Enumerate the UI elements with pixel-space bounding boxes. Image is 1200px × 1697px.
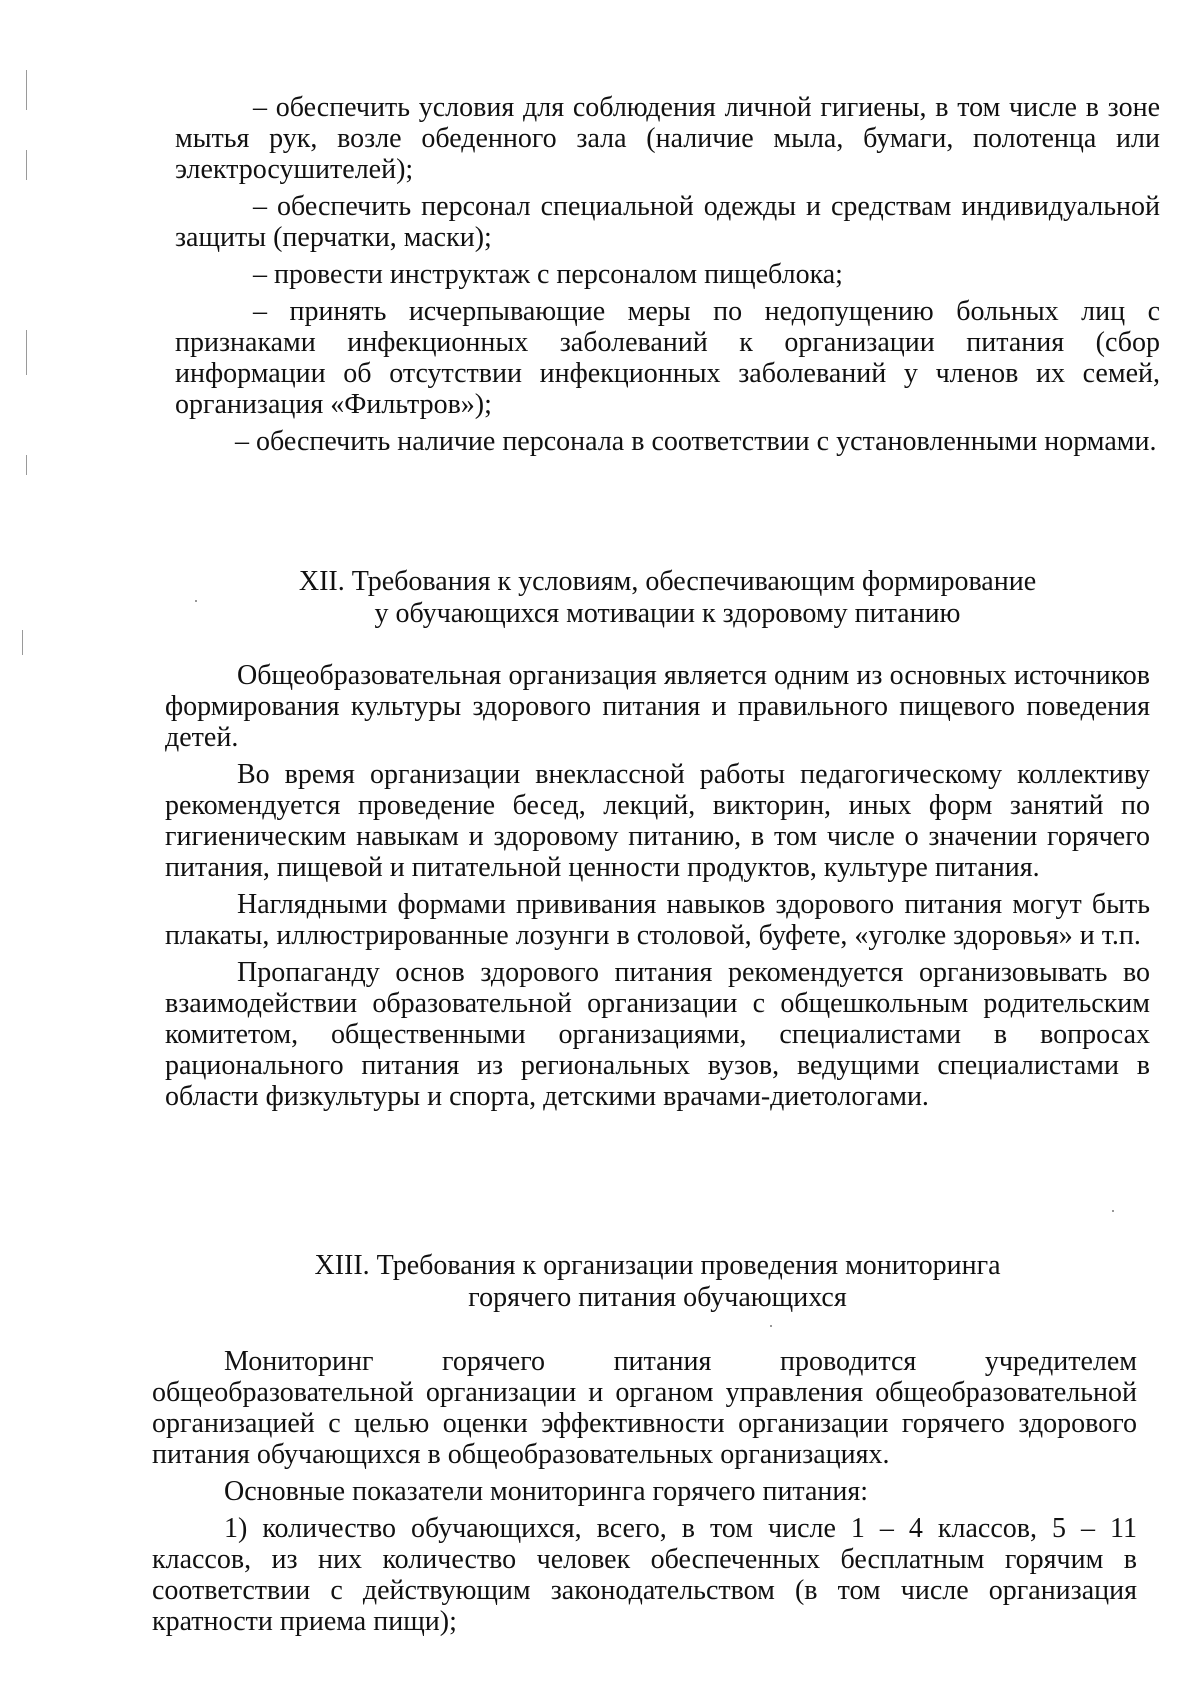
list-item: – принять исчерпывающие меры по недопущению больных лиц с признаками инфекционных заболеваний к организации питания (сбор информации об отсутствии инфекционных заболеваний у членов их семей, организация «Фильтров»); <box>175 296 1160 420</box>
section-xii-body <box>165 660 1150 1112</box>
paragraph: 1) количество обучающихся, всего, в том числе 1 – 4 классов, 5 – 11 классов, из них количество человек обеспеченных бесплатным горячим в соответствии с действующим законодательством (в том числе организация кратности приема пищи); <box>152 1513 1137 1637</box>
paragraph: Пропаганду основ здорового питания рекомендуется организовывать во взаимодействии образовательной организации с общешкольным родительским комитетом, общественными организациями, специалистами в вопросах рационального питания из региональных вузов, ведущими специалистами в области физкультуры и спорта, детскими врачами-диетологами. <box>165 957 1150 1112</box>
list-item: – провести инструктаж с персоналом пищеблока; <box>253 259 843 290</box>
scan-edge-mark <box>26 330 27 375</box>
paragraph: Во время организации внеклассной работы педагогическому коллективу рекомендуется проведение бесед, лекций, викторин, иных форм занятий по гигиеническим навыкам и здоровому питанию, в том числе о значении горячего питания, пищевой и питательной ценности продуктов, культуре питания. <box>165 759 1150 883</box>
section-xiii-title-line2: горячего питания обучающихся <box>468 1282 847 1313</box>
scan-speck <box>1112 1210 1114 1212</box>
scan-speck <box>770 1325 772 1327</box>
section-xiii-body <box>152 1346 1137 1637</box>
top-list <box>175 92 1160 457</box>
scan-edge-mark <box>26 150 27 180</box>
scan-edge-mark <box>22 630 23 655</box>
list-item: – обеспечить наличие персонала в соответствии с установленными нормами. <box>235 426 1157 457</box>
section-xii-title-line1: XII. Требования к условиям, обеспечивающим формирование <box>298 566 1037 597</box>
paragraph: Общеобразовательная организация является одним из основных источников формирования культуры здорового питания и правильного пищевого поведения детей. <box>165 660 1150 753</box>
list-item: – обеспечить условия для соблюдения личной гигиены, в том числе в зоне мытья рук, возле обеденного зала (наличие мыла, бумаги, полотенца или электросушителей); <box>175 92 1160 185</box>
scan-edge-mark <box>26 70 27 110</box>
list-item: – обеспечить персонал специальной одежды и средствам индивидуальной защиты (перчатки, маски); <box>175 191 1160 253</box>
paragraph: Основные показатели мониторинга горячего питания: <box>224 1476 869 1507</box>
paragraph: Мониторинг горячего питания проводится учредителем общеобразовательной организации и органом управления общеобразовательной организацией с целью оценки эффективности организации горячего здорового питания обучающихся в общеобразовательных организациях. <box>152 1346 1137 1470</box>
scan-edge-mark <box>26 455 27 475</box>
paragraph: Наглядными формами прививания навыков здорового питания могут быть плакаты, иллюстрированные лозунги в столовой, буфете, «уголке здоровья» и т.п. <box>165 889 1150 951</box>
section-xii-title-line2: у обучающихся мотивации к здоровому питанию <box>374 598 961 629</box>
section-xiii-title-line1: XIII. Требования к организации проведения мониторинга <box>314 1250 1001 1281</box>
